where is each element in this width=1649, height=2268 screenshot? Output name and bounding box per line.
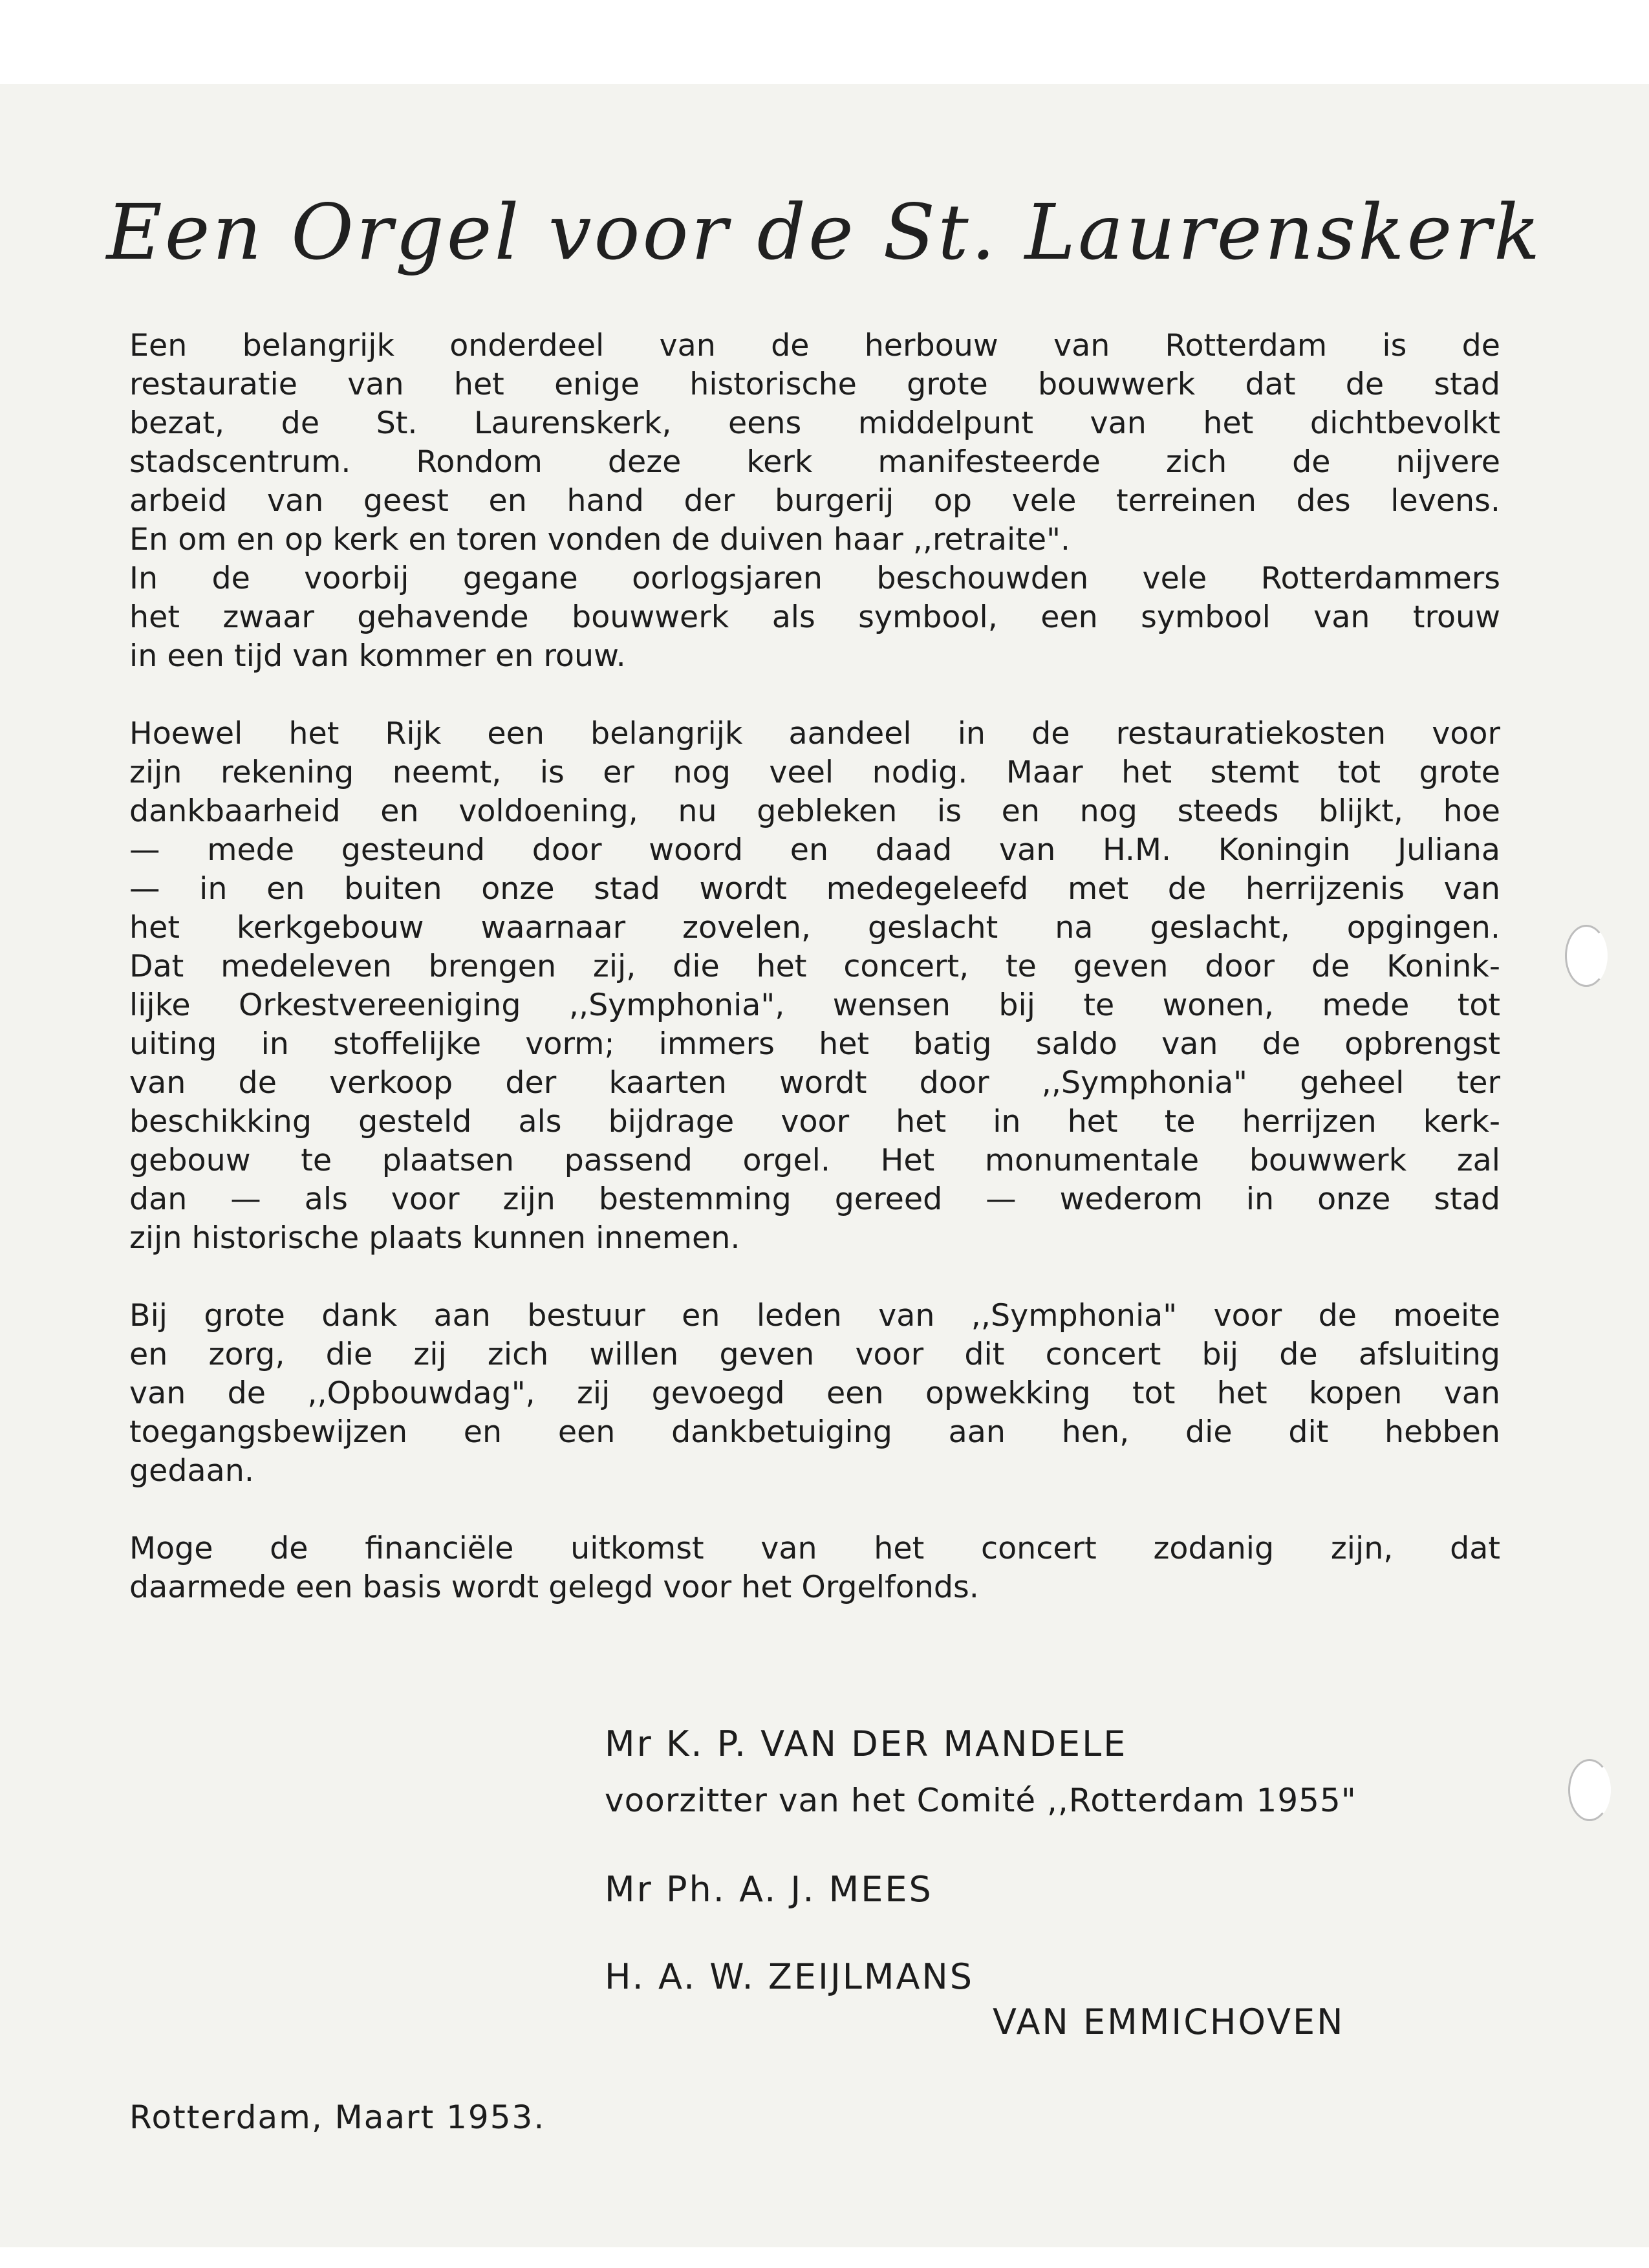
signatory-1-role: voorzitter van het Comité ,,Rotterdam 1955" <box>605 1782 1357 1819</box>
paragraph-4 <box>129 1529 1500 1607</box>
text-line: van de ,,Opbouwdag", zij gevoegd een opwekking tot het kopen van <box>129 1376 1500 1411</box>
text-line: Moge de financiële uitkomst van het concert zodanig zijn, dat <box>129 1531 1500 1566</box>
text-line: daarmede een basis wordt gelegd voor het Orgelfonds. <box>129 1570 979 1605</box>
text-line: zijn rekening neemt, is er nog veel nodig. Maar het stemt tot grote <box>129 755 1500 790</box>
signatory-3-name-line1: H. A. W. ZEIJLMANS <box>605 1956 975 1997</box>
text-line: In de voorbij gegane oorlogsjaren beschouwden vele Rotterdammers <box>129 561 1500 596</box>
text-line: En om en op kerk en toren vonden de duiven haar ,,retraite". <box>129 522 1071 557</box>
signatory-3-name-line2: VAN EMMICHOVEN <box>993 2002 1345 2042</box>
text-line: toegangsbewijzen en een dankbetuiging aan hen, die dit hebben <box>129 1414 1500 1450</box>
text-line: en zorg, die zij zich willen geven voor dit concert bij de afsluiting <box>129 1337 1500 1372</box>
paragraph-3 <box>129 1297 1500 1491</box>
document-title: Een Orgel voor de St. Laurenskerk <box>106 188 1543 277</box>
text-line: restauratie van het enige historische grote bouwwerk dat de stad <box>129 367 1500 402</box>
text-line: lijke Orkestvereeniging ,,Symphonia", wensen bij te wonen, mede tot <box>129 988 1500 1023</box>
text-line: dan — als voor zijn bestemming gereed — wederom in onze stad <box>129 1182 1500 1217</box>
punch-hole-bottom <box>1568 1759 1611 1821</box>
paragraph-1 <box>129 327 1500 676</box>
text-line: — mede gesteund door woord en daad van H.M. Koningin Juliana <box>129 832 1500 868</box>
punch-hole-top <box>1565 925 1608 987</box>
text-line: gedaan. <box>129 1453 254 1489</box>
paragraph-2 <box>129 715 1500 1258</box>
text-line: dankbaarheid en voldoening, nu gebleken is en nog steeds blijkt, hoe <box>129 794 1500 829</box>
text-line: Bij grote dank aan bestuur en leden van ,,Symphonia" voor de moeite <box>129 1298 1500 1334</box>
document-body <box>129 327 1500 1646</box>
signatory-1-name: Mr K. P. VAN DER MANDELE <box>605 1723 1128 1764</box>
text-line: stadscentrum. Rondom deze kerk manifesteerde zich de nijvere <box>129 444 1500 480</box>
text-line: arbeid van geest en hand der burgerij op vele terreinen des levens. <box>129 483 1500 519</box>
text-line: Een belangrijk onderdeel van de herbouw van Rotterdam is de <box>129 328 1500 363</box>
text-line: in een tijd van kommer en rouw. <box>129 638 626 674</box>
text-line: Dat medeleven brengen zij, die het concert, te geven door de Konink- <box>129 949 1500 984</box>
text-line: beschikking gesteld als bijdrage voor het in het te herrijzen kerk- <box>129 1104 1500 1139</box>
text-line: uiting in stoffelijke vorm; immers het batig saldo van de opbrengst <box>129 1026 1500 1062</box>
text-line: zijn historische plaats kunnen innemen. <box>129 1220 740 1256</box>
text-line: bezat, de St. Laurenskerk, eens middelpunt van het dichtbevolkt <box>129 405 1500 441</box>
text-line: het zwaar gehavende bouwwerk als symbool, een symbool van trouw <box>129 599 1500 635</box>
signatory-2-name: Mr Ph. A. J. MEES <box>605 1869 933 1910</box>
place-date: Rotterdam, Maart 1953. <box>129 2099 546 2136</box>
text-line: — in en buiten onze stad wordt medegeleefd met de herrijzenis van <box>129 871 1500 907</box>
text-line: het kerkgebouw waarnaar zovelen, geslacht na geslacht, opgingen. <box>129 910 1500 945</box>
text-line: gebouw te plaatsen passend orgel. Het monumentale bouwwerk zal <box>129 1143 1500 1178</box>
text-line: van de verkoop der kaarten wordt door ,,Symphonia" geheel ter <box>129 1065 1500 1101</box>
text-line: Hoewel het Rijk een belangrijk aandeel in de restauratiekosten voor <box>129 716 1500 751</box>
